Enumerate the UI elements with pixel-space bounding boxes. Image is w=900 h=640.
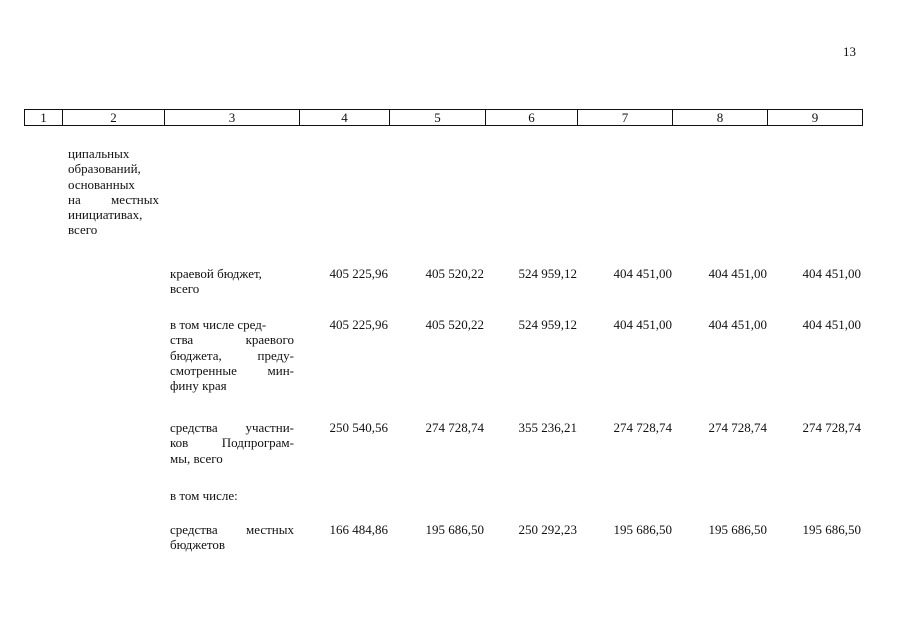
funding-source-cell: [170, 488, 294, 503]
program-name-line: основанных: [68, 176, 135, 192]
value-col7: 404 451,00: [613, 317, 672, 332]
value-col5: 274 728,74: [425, 420, 484, 435]
value-col4: 250 540,56: [329, 420, 388, 435]
value-col6: 355 236,21: [518, 420, 577, 435]
value-col4: 166 484,86: [329, 522, 388, 537]
funding-source-line: средства участни-: [170, 420, 294, 435]
funding-source-line: ков Подпрограм-: [170, 435, 294, 451]
funding-source-line: средства местных: [170, 522, 294, 537]
program-name-cell: [68, 146, 159, 238]
column-header-3: 3: [165, 110, 300, 125]
funding-source-cell: [170, 266, 294, 297]
column-header-9: 9: [811, 110, 819, 125]
value-col7: 404 451,00: [613, 266, 672, 281]
program-name-line: инициативах,: [68, 207, 143, 223]
funding-source-line: всего: [170, 281, 200, 297]
value-col5: 195 686,50: [425, 522, 484, 537]
program-name-line: образований,: [68, 161, 141, 177]
funding-source-line: мы, всего: [170, 450, 223, 466]
value-col9: 404 451,00: [802, 317, 861, 332]
value-col4: 405 225,96: [329, 266, 388, 281]
funding-source-line: краевой бюджет,: [170, 266, 262, 281]
value-col9: 274 728,74: [802, 420, 861, 435]
program-name-line: на местных: [68, 191, 159, 207]
value-col8: 274 728,74: [708, 420, 767, 435]
column-header-2: 2: [63, 110, 165, 125]
column-header-4: 4: [300, 110, 390, 125]
value-col7: 274 728,74: [613, 420, 672, 435]
funding-source-line: смотренные мин-: [170, 362, 294, 378]
funding-source-cell: [170, 317, 294, 393]
value-col7: 195 686,50: [613, 522, 672, 537]
column-header-7: 7: [578, 110, 673, 125]
funding-source-line: в том числе:: [170, 488, 238, 503]
funding-source-line: ства краевого: [170, 332, 294, 348]
value-col5: 405 520,22: [425, 317, 484, 332]
value-col8: 404 451,00: [708, 266, 767, 281]
value-col4: 405 225,96: [329, 317, 388, 332]
program-name-line: всего: [68, 222, 98, 238]
value-col8: 404 451,00: [708, 317, 767, 332]
column-header-5: 5: [390, 110, 486, 125]
funding-source-cell: [170, 522, 294, 553]
value-col9: 404 451,00: [802, 266, 861, 281]
value-col6: 250 292,23: [518, 522, 577, 537]
column-header-6: 6: [486, 110, 578, 125]
value-col6: 524 959,12: [518, 266, 577, 281]
page-number: 13: [843, 44, 856, 59]
funding-source-line: фину края: [170, 378, 227, 394]
column-header-1: 1: [25, 110, 63, 125]
column-header-8: 8: [673, 110, 768, 125]
value-col6: 524 959,12: [518, 317, 577, 332]
funding-source-line: бюджета, преду-: [170, 347, 294, 363]
funding-source-line: в том числе сред-: [170, 317, 267, 332]
funding-source-cell: [170, 420, 294, 466]
value-col8: 195 686,50: [708, 522, 767, 537]
value-col5: 405 520,22: [425, 266, 484, 281]
table-header-row: [24, 109, 863, 126]
funding-source-line: бюджетов: [170, 537, 226, 553]
value-col9: 195 686,50: [802, 522, 861, 537]
program-name-line: ципальных: [68, 146, 130, 161]
